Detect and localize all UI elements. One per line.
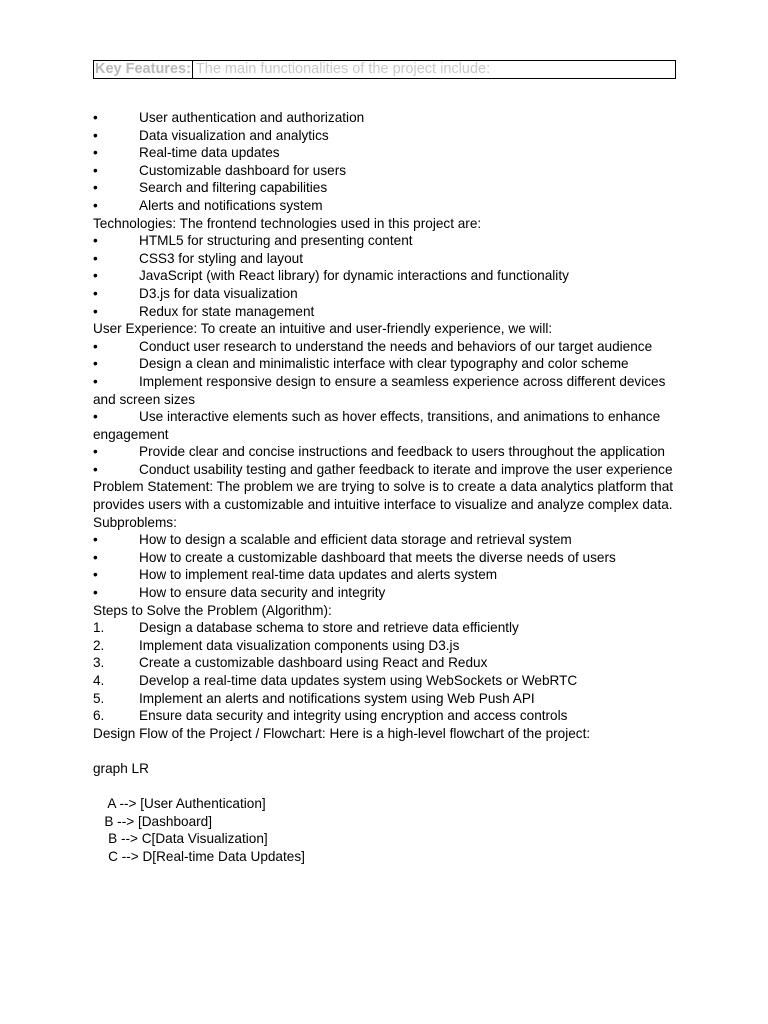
list-item: • How to create a customizable dashboard that meets the diverse needs of users	[93, 549, 616, 565]
list-item: • How to ensure data security and integrity	[93, 585, 386, 601]
list-item: • Data visualization and analytics	[93, 127, 329, 143]
list-item: • Redux for state management	[93, 303, 315, 319]
list-item: • JavaScript (with React library) for dynamic interactions and functionality	[93, 268, 569, 284]
list-item: • Alerts and notifications system	[93, 197, 323, 213]
list-item: • Design a clean and minimalistic interface with clear typography and color scheme	[93, 356, 629, 372]
numbered-item: 4. Develop a real-time data updates system using WebSockets or WebRTC	[93, 673, 578, 688]
list-item: • How to implement real-time data updates and alerts system	[93, 567, 498, 583]
list-item: • Conduct usability testing and gather feedback to iterate and improve the user experience	[93, 461, 673, 477]
list-item: • Conduct user research to understand the needs and behaviors of our target audience	[93, 338, 653, 354]
list-item: • HTML5 for structuring and presenting content	[93, 233, 413, 249]
design-flow-heading: Design Flow of the Project / Flowchart: Here is a high-level flowchart of the project:	[93, 725, 591, 741]
graph-line: A --> [User Authentication]	[93, 796, 266, 812]
subproblems-heading: Subproblems:	[93, 514, 177, 530]
numbered-item: 5. Implement an alerts and notifications system using Web Push API	[93, 690, 535, 706]
technologies-heading: Technologies: The frontend technologies used in this project are:	[93, 215, 482, 231]
blank-line	[93, 778, 683, 796]
list-item: • User authentication and authorization	[93, 110, 365, 125]
list-item: • Search and filtering capabilities	[93, 180, 328, 196]
key-features-label: Key Features:	[95, 61, 191, 77]
list-item: • CSS3 for styling and layout	[93, 250, 303, 266]
list-item: • Provide clear and concise instructions and feedback to users throughout the application	[93, 444, 665, 460]
document-body	[93, 109, 683, 866]
numbered-item: 1. Design a database schema to store and retrieve data efficiently	[93, 620, 519, 636]
list-item: • How to design a scalable and efficient data storage and retrieval system	[93, 532, 572, 548]
graph-line: B --> C[Data Visualization]	[93, 831, 268, 847]
graph-line: C --> D[Real-time Data Updates]	[93, 848, 305, 864]
list-item: • Customizable dashboard for users	[93, 162, 347, 178]
numbered-item: 3. Create a customizable dashboard using React and Redux	[93, 655, 488, 671]
list-item: • Real-time data updates	[93, 145, 280, 161]
list-item: • D3.js for data visualization	[93, 285, 298, 301]
graph-declaration: graph LR	[93, 760, 149, 776]
steps-heading: Steps to Solve the Problem (Algorithm):	[93, 602, 332, 618]
numbered-item: 2. Implement data visualization components using D3.js	[93, 637, 460, 653]
key-features-text: The main functionalities of the project include:	[195, 61, 491, 77]
problem-statement: Problem Statement: The problem we are trying to solve is to create a data analytics platform that provides users with a customizable and intuitive interface to visualize and analyze complex data.	[93, 479, 674, 513]
blank-line	[93, 742, 683, 760]
list-item: • Implement responsive design to ensure a seamless experience across different devices and screen sizes	[93, 373, 666, 407]
graph-line: B --> [Dashboard]	[93, 813, 212, 829]
numbered-item: 6. Ensure data security and integrity using encryption and access controls	[93, 708, 568, 724]
key-features-box	[93, 60, 676, 79]
list-item: • Use interactive elements such as hover effects, transitions, and animations to enhance engagement	[93, 409, 661, 442]
user-experience-heading: User Experience: To create an intuitive and user-friendly experience, we will:	[93, 321, 553, 337]
